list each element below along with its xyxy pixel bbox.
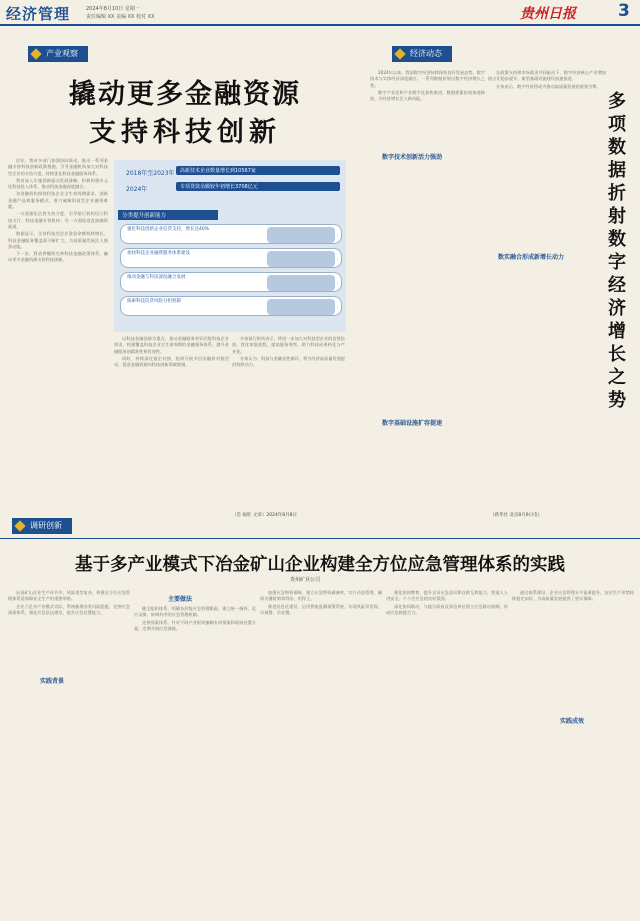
infobox-item: 强化科技创新企业信贷支持，增长达40% <box>120 224 342 244</box>
tag-research: 调研创新 <box>12 518 72 534</box>
infobox-year2: 2024年 <box>126 186 148 193</box>
article3-byline: 贵州矿业公司 <box>290 577 321 583</box>
infobox-item: 加快科技企业融资服务体系建设 <box>120 248 342 268</box>
infobox-figure <box>267 299 335 315</box>
section-title: 经济管理 <box>6 5 71 23</box>
tag-economy: 经济动态 <box>392 46 452 62</box>
article1-source: （肖 福旺 文章）2024年8月8日 <box>232 513 298 518</box>
article3-subhead-results: 实践成效 <box>560 718 585 725</box>
infobox-stat2: 专项贷款余额较年初增长3708亿元 <box>176 182 340 191</box>
infobox-figure <box>267 275 335 291</box>
stats-infobox <box>114 160 346 332</box>
article1-title-line1: 撬动更多金融资源 <box>69 79 301 110</box>
article3-col4: 强化培训教育，提升全员应急意识和自救互救能力，营造人人讲安全、个个会应急的良好氛围。 深化协同联动，与地方政府及周边单位建立应急联动机制，形成应急救援合力。 <box>386 590 508 615</box>
article1-col3: 多家银行机构表示，将进一步加大对科技型企业的信贷投放，优化审批流程，提高服务效率，助力科技成果转化与产业化。 专家认为，科技与金融良性循环，将为经济高质量发展提供持续动力。 <box>232 336 345 368</box>
infobox-stat1: 高新技术企业数量增长到10567家 <box>176 166 340 175</box>
infobox-item: 探索科技信贷风险分担机制 <box>120 296 342 316</box>
infobox-heading: 分类提升创新能力 <box>118 210 218 220</box>
infobox-year1: 2018年至2023年 <box>126 170 175 177</box>
article1-title-line2: 支持科技创新 <box>89 117 281 148</box>
article2-col2: 在政策支持和市场需求共同驱动下，数字经济核心产业增加值占比稳步提升，新型基础设施建设加速推进。 专家表示，数字经济将成为推动高质量发展的重要引擎。 <box>488 70 606 89</box>
page-header <box>0 0 640 26</box>
article2-subhead3: 数字基础设施扩容提速 <box>382 420 443 427</box>
article1-col2: 以科技金融创新为重点，推动金融服务更好匹配科技企业需求，构建覆盖科技企业全生命周期的金融服务体系，提升金融服务的精准性和有效性。 同时，持续深化银企对接，组织开展多层次融资对接活动，促进金融资源向科技创新领域集聚。 <box>114 336 229 368</box>
article2-subhead2: 数实融合形成新增长动力 <box>498 254 565 261</box>
infobox-figure <box>267 227 335 243</box>
newspaper-logo: 贵州日报 <box>520 6 576 22</box>
article3-col1: 冶金矿山企业生产环节多、风险类型复杂，构建全方位应急管理体系是保障安全生产的重要举措。 企业立足多产业模式实际，系统梳理各类风险隐患，完善应急预案体系，强化应急队伍建设，提升应急处置能力。 <box>8 590 130 615</box>
article3-title: 基于多产业模式下冶金矿山企业构建全方位应急管理体系的实践 <box>75 555 565 575</box>
article3-col2: 健全组织体系，明确各层级应急管理职责，建立统一指挥、反应灵敏、协调有序的应急管理机制。 完善预案体系，针对不同产业板块编制专项预案和现场处置方案，定期开展应急演练。 <box>134 606 256 631</box>
page-number: 3 <box>618 1 630 21</box>
article2-subhead1: 数字技术创新活力强劲 <box>382 154 443 161</box>
infobox-item: 推动金融与科技深度融合发展 <box>120 272 342 292</box>
article2-vertical-title: 多项数据折射数字经济增长之势 <box>608 91 626 411</box>
infobox-figure <box>267 251 335 267</box>
article3-subhead-background: 实践背景 <box>40 678 65 685</box>
article3-col3: 加强应急物资保障，建立应急物资储备库，实行动态管理，确保关键时刻拿得出、用得上。 推进信息化建设，运用智能监测预警系统，实现风险早发现、早预警、早处置。 <box>260 590 382 615</box>
article2-source: （新华社 北京8月9日电） <box>490 513 543 518</box>
issue-date: 2024年8月10日 星期一 <box>86 6 140 12</box>
article3-col5: 通过体系建设，企业应急管理水平显著提升，安全生产形势持续稳定向好，为高质量发展提供了坚实保障。 <box>512 590 634 602</box>
article1-col1: 近年，我省多部门加强协同联动，推出一系列金融支持科技创新政策措施，引导金融机构加大对科技型企业的支持力度，持续优化科技金融服务体系。 我省深入实施创新驱动发展战略，积极构建多元化科技投入体系，推动科技金融深度融合。 各金融机构围绕科技企业全生命周期需求，创新金融产品和服务模式，着力破解科技型企业融资难题。 一方面强化信贷支持力度，引导银行机构设立科技支行、科技金融专营机构；另一方面拓宽直接融资渠道。 数据显示，全省科技型企业贷款余额持续增长，科技金融服务覆盖面不断扩大，为高质量发展注入强劲动能。 下一步，我省将继续完善科技金融政策体系，撬动更多金融资源支持科技创新。 <box>8 158 108 263</box>
article2-col1: 2024年以来，我国数字经济持续保持良好发展态势，数字技术与实体经济深度融合，一系列数据折射出数字经济增长之势。 数字产业化和产业数字化加快推进，数据要素价值加速释放，为经济增长注入新动能。 <box>370 70 485 102</box>
tag-industry: 产业观察 <box>28 46 88 62</box>
article3-subhead-methods: 主要做法 <box>168 596 193 603</box>
section-divider <box>0 538 640 539</box>
editor-line: 责任编辑 XX 美编 XX 校对 XX <box>86 14 155 20</box>
